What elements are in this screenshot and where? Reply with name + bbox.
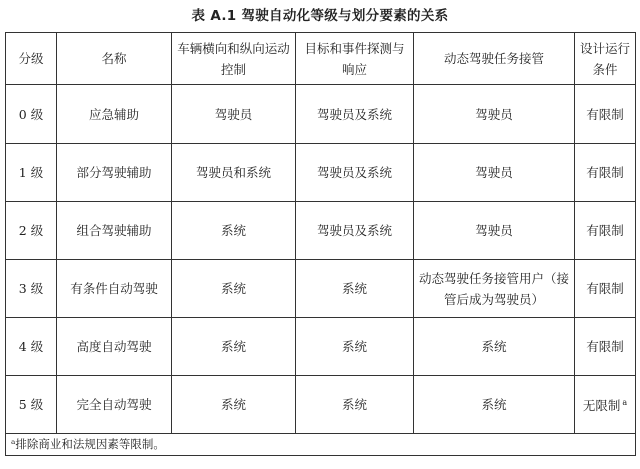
cell-detection-response [296, 85, 414, 144]
cell-name [57, 376, 172, 434]
cell-odd [575, 318, 636, 376]
cell-takeover-text: 动态驾驶任务接管用户（接管后成为驾驶员） [418, 270, 569, 307]
cell-detection-response-text: 驾驶员及系统 [316, 106, 392, 122]
cell-odd-text: 有限制 [586, 281, 624, 296]
cell-detection-response [296, 318, 414, 376]
cell-takeover-text: 系统 [481, 339, 507, 354]
header-name: 名称 [57, 33, 172, 85]
cell-motion-control [172, 202, 296, 260]
cell-takeover [414, 318, 575, 376]
cell-level-text: 5 级 [18, 397, 44, 412]
header-takeover: 动态驾驶任务接管 [414, 33, 575, 85]
cell-takeover [414, 144, 575, 202]
cell-level-text: 0 级 [18, 106, 44, 122]
cell-odd-text: 无限制 [582, 398, 621, 414]
cell-level [6, 318, 57, 376]
cell-detection-response-text: 系统 [341, 397, 367, 412]
cell-motion-control-text: 系统 [220, 339, 246, 354]
table-row [6, 376, 636, 434]
cell-name-text: 组合驾驶辅助 [76, 223, 152, 238]
cell-motion-control-text: 驾驶员 [214, 106, 253, 122]
cell-takeover [414, 260, 575, 318]
cell-level-text: 4 级 [18, 339, 44, 354]
cell-detection-response [296, 202, 414, 260]
cell-odd-text: 有限制 [586, 223, 624, 238]
header-detection-response: 目标和事件探测与响应 [296, 33, 414, 85]
cell-detection-response-text: 系统 [341, 281, 367, 296]
cell-motion-control-text: 系统 [220, 397, 246, 412]
cell-odd [575, 144, 636, 202]
cell-name-text: 应急辅助 [88, 106, 139, 122]
header-motion-control: 车辆横向和纵向运动控制 [172, 33, 296, 85]
cell-name [57, 85, 172, 144]
cell-level-text: 2 级 [18, 223, 44, 238]
cell-level-text: 3 级 [18, 281, 44, 296]
cell-detection-response [296, 376, 414, 434]
table-header-row [6, 33, 636, 85]
cell-motion-control [172, 376, 296, 434]
cell-takeover-text: 驾驶员 [475, 165, 513, 180]
header-odd: 设计运行条件 [575, 33, 636, 85]
cell-odd-text: 有限制 [586, 339, 624, 354]
cell-odd [575, 376, 636, 434]
cell-motion-control [172, 144, 296, 202]
cell-level [6, 144, 57, 202]
cell-name [57, 202, 172, 260]
cell-takeover-text: 驾驶员 [475, 106, 513, 122]
table-row [6, 144, 636, 202]
table-row [6, 260, 636, 318]
cell-level-text: 1 级 [18, 165, 44, 180]
cell-level [6, 260, 57, 318]
cell-name-text: 部分驾驶辅助 [76, 165, 152, 180]
cell-level [6, 85, 57, 144]
footnote: ᵃ排除商业和法规因素等限制。 [6, 434, 636, 456]
cell-odd [575, 202, 636, 260]
cell-odd [575, 260, 636, 318]
cell-takeover [414, 376, 575, 434]
cell-name [57, 318, 172, 376]
cell-takeover [414, 85, 575, 144]
cell-motion-control [172, 318, 296, 376]
header-level: 分级 [6, 33, 57, 85]
levels-table [5, 32, 636, 456]
footnote-row [6, 434, 636, 456]
cell-level [6, 202, 57, 260]
table-row [6, 318, 636, 376]
cell-name [57, 260, 172, 318]
cell-name-text: 高度自动驾驶 [76, 339, 152, 354]
cell-motion-control [172, 85, 296, 144]
cell-odd [575, 85, 636, 144]
table-title: 表 A.1 驾驶自动化等级与划分要素的关系 [191, 8, 449, 24]
cell-takeover-text: 系统 [481, 397, 507, 412]
cell-motion-control-text: 系统 [220, 223, 246, 238]
cell-odd-text: 有限制 [586, 106, 624, 122]
cell-level [6, 376, 57, 434]
cell-detection-response-text: 驾驶员及系统 [316, 223, 392, 238]
cell-takeover [414, 202, 575, 260]
cell-motion-control-text: 驾驶员和系统 [195, 165, 271, 180]
footnote-marker: a [622, 398, 628, 408]
cell-name-text: 有条件自动驾驶 [70, 281, 158, 296]
cell-name [57, 144, 172, 202]
cell-detection-response [296, 144, 414, 202]
table-row [6, 85, 636, 144]
cell-detection-response-text: 系统 [341, 339, 367, 354]
cell-motion-control [172, 260, 296, 318]
cell-motion-control-text: 系统 [220, 281, 246, 296]
cell-detection-response-text: 驾驶员及系统 [316, 165, 392, 180]
cell-takeover-text: 驾驶员 [475, 223, 513, 238]
cell-odd-text: 有限制 [586, 165, 624, 180]
cell-name-text: 完全自动驾驶 [76, 397, 152, 412]
cell-detection-response [296, 260, 414, 318]
table-row [6, 202, 636, 260]
